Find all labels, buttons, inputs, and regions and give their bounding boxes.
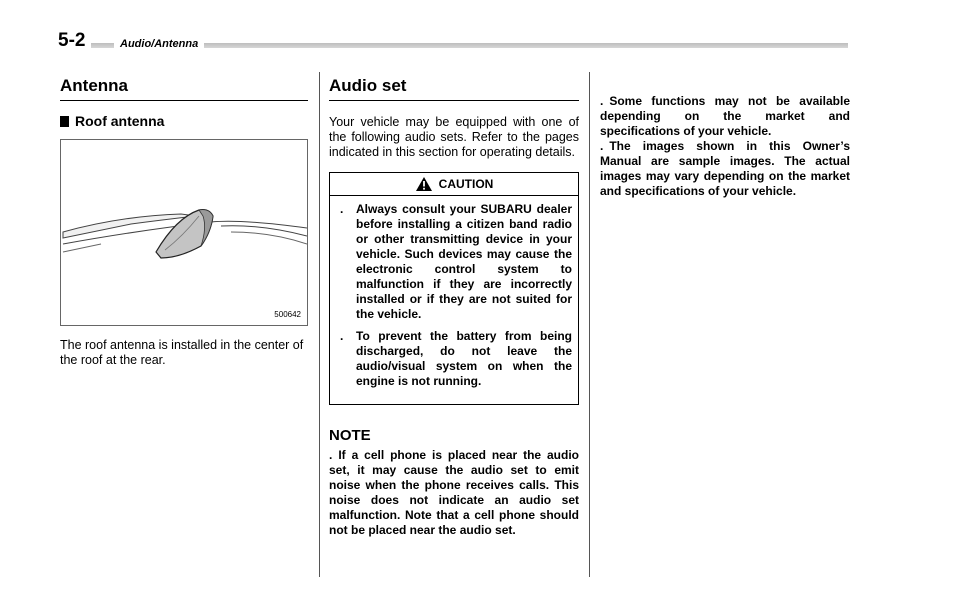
bullet: . (340, 329, 344, 343)
audio-set-column (329, 72, 579, 538)
section-title: Audio set (329, 76, 579, 101)
caution-label: CAUTION (438, 177, 494, 191)
note-item (600, 139, 850, 199)
roof-antenna-figure (60, 139, 308, 326)
note-text: The images shown in this Owner’s Manual are sample images. The actual images may vary depending on the market and specifications of your vehicle. (600, 139, 850, 198)
caution-header (330, 173, 578, 196)
caution-box (329, 172, 579, 405)
note-title: NOTE (329, 427, 371, 444)
bullet: . (329, 448, 333, 462)
subsection-heading (60, 113, 308, 129)
roof-antenna-illustration (61, 140, 307, 325)
antenna-column (60, 72, 308, 368)
section-label: Audio/Antenna (114, 38, 204, 50)
column-divider (319, 72, 320, 577)
caution-body (330, 196, 578, 404)
caution-item (340, 329, 572, 389)
figure-code: 500642 (274, 310, 301, 319)
caution-text: To prevent the battery from being discharged, do not leave the audio/visual system on when the engine is not running. (356, 329, 572, 388)
antenna-description: The roof antenna is installed in the center of the roof at the rear. (60, 338, 304, 367)
caution-text: Always consult your SUBARU dealer before installing a citizen band radio or other transmitting device in your vehicle. Such devices may cause the electronic control system to malfunction if they are incorrectly installed or if they are not suited for the vehicle. (356, 202, 572, 321)
notes-column (600, 94, 850, 199)
note-item (600, 94, 850, 139)
section-title: Antenna (60, 76, 308, 101)
bullet: . (600, 94, 604, 108)
page-number: 5-2 (58, 30, 91, 52)
subsection-title: Roof antenna (75, 113, 165, 129)
column-divider (589, 72, 590, 577)
note-text: Some functions may not be available depending on the market and specifications of your vehicle. (600, 94, 850, 138)
bullet: . (340, 202, 344, 216)
audio-set-intro: Your vehicle may be equipped with one of the following audio sets. Refer to the pages indicated in this section for operating details. (329, 115, 579, 159)
bullet: . (600, 139, 604, 153)
caution-item (340, 202, 572, 322)
note-text: If a cell phone is placed near the audio set, it may cause the audio set to emit noise when the phone receives calls. This noise does not indicate an audio set malfunction. Note that a cell phone should not be placed near the audio set. (329, 448, 579, 537)
note-item (329, 448, 579, 538)
section-marker-icon (60, 116, 69, 127)
warning-triangle-icon (415, 176, 433, 192)
